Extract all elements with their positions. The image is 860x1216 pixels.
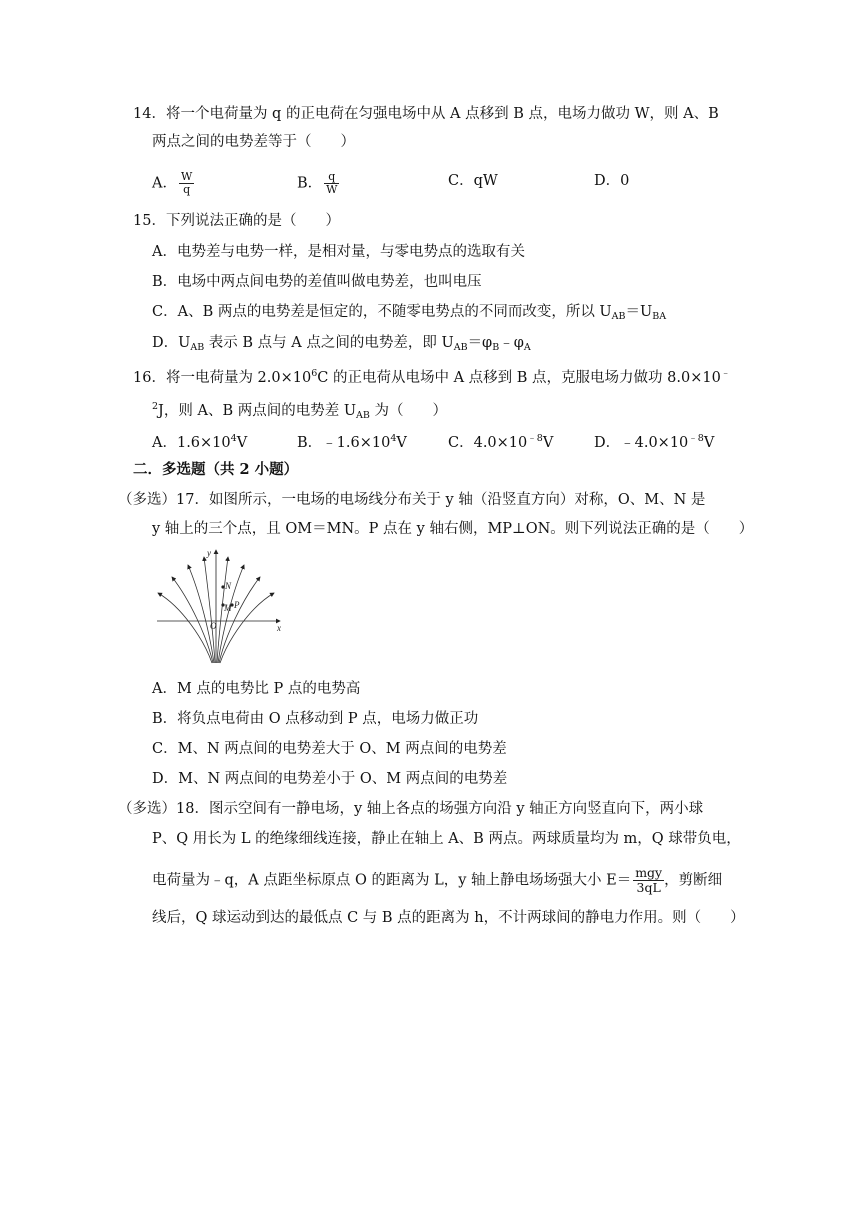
q15-option-a: A．电势差与电势一样，是相对量，与零电势点的选取有关	[152, 244, 525, 260]
q18-stem-line4: 线后，Q 球运动到达的最低点 C 与 B 点的距离为 h，不计两球间的静电力作用。则（ ）	[152, 910, 745, 926]
superscript: 4	[390, 433, 397, 444]
superscript: 2	[152, 401, 159, 412]
q17-option-c: C．M、N 两点间的电势差大于 O、M 两点间的电势差	[152, 741, 507, 757]
subscript: A	[523, 342, 531, 353]
superscript: ﹣8	[527, 433, 543, 444]
text: B．﹣1.6×10	[297, 435, 391, 451]
text: 为（ ）	[369, 403, 447, 419]
label-n: N	[225, 581, 232, 591]
fraction-denominator: 3qL	[636, 880, 661, 895]
field-line	[204, 557, 215, 663]
field-line	[218, 565, 244, 663]
q14-option-a	[152, 171, 194, 196]
subscript: BA	[652, 311, 667, 322]
text: J，则 A、B 两点间的电势差 U	[158, 403, 357, 419]
text: D．﹣4.0×10	[594, 435, 689, 451]
q15-option-b: B．电场中两点间电势的差值叫做电势差，也叫电压	[152, 274, 482, 290]
label-m: M	[224, 603, 232, 613]
q17-stem-line1: （多选）17．如图所示，一电场的电场线分布关于 y 轴（沿竖直方向）对称，O、M、N 是	[118, 492, 706, 508]
text: V	[542, 435, 554, 451]
q14-option-d: D．0	[594, 173, 630, 189]
q16-stem-line1	[133, 364, 730, 388]
text: 电荷量为﹣q，A 点距坐标原点 O 的距离为 L，y 轴上静电场场强大小 E＝	[152, 872, 632, 889]
label-o: O	[210, 621, 217, 631]
subscript: AB	[611, 311, 626, 322]
text: V	[703, 435, 715, 451]
q18-stem-line2: P、Q 用长为 L 的绝缘细线连接，静止在轴上 A、B 两点。两球质量均为 m，Q 球带负电，	[152, 831, 741, 847]
option-label: B．	[297, 175, 323, 192]
superscript: 4	[230, 433, 237, 444]
q17-stem-line2: y 轴上的三个点，且 OM＝MN。P 点在 y 轴右侧，MP⊥ON。则下列说法正确的是（ ）	[152, 521, 754, 537]
q16-option-a	[152, 429, 247, 453]
field-line	[158, 593, 212, 663]
fraction-denominator: q	[183, 183, 191, 196]
text: C．4.0×10	[448, 435, 528, 451]
text: A．1.6×10	[152, 435, 231, 451]
superscript: ﹣8	[688, 433, 704, 444]
q14-option-b	[297, 171, 339, 196]
subscript: AB	[190, 342, 205, 353]
q16-option-d	[594, 429, 714, 453]
field-line	[188, 565, 214, 663]
subscript: AB	[453, 342, 468, 353]
text: D．U	[152, 335, 191, 351]
q18-stem-line1: （多选）18．图示空间有一静电场，y 轴上各点的场强方向沿 y 轴正方向竖直向下，两小球	[118, 801, 704, 817]
fraction-numerator: q	[324, 171, 339, 184]
text: 16．将一电荷量为 2.0×10	[133, 370, 312, 386]
q17-option-b: B．将负点电荷由 O 点移动到 P 点，电场力做正功	[152, 711, 479, 727]
text: ＝U	[625, 304, 653, 320]
fraction	[179, 171, 194, 196]
q17-option-a: A．M 点的电势比 P 点的电势高	[152, 681, 361, 697]
q15-option-c	[152, 302, 666, 327]
q14-option-c: C．qW	[448, 173, 498, 189]
q15-stem: 15．下列说法正确的是（ ）	[133, 213, 340, 229]
fraction-denominator: W	[326, 183, 338, 196]
electric-field-diagram	[152, 545, 287, 670]
section-heading-multiple-choice: 二．多选题（共 2 小题）	[133, 461, 299, 478]
fraction-numerator: mgy	[635, 865, 663, 880]
fraction	[324, 171, 339, 196]
q15-option-d	[152, 333, 531, 358]
q17-option-d: D．M、N 两点间的电势差小于 O、M 两点间的电势差	[152, 771, 508, 787]
subscript: AB	[356, 410, 370, 421]
fraction-numerator: W	[180, 170, 193, 183]
y-axis-label: y	[207, 548, 211, 558]
q14-stem-line2: 两点之间的电势差等于（ ）	[152, 134, 355, 150]
field-strength-fraction	[633, 866, 664, 895]
q16-option-c	[448, 429, 553, 453]
text: C．A、B 两点的电势差是恒定的，不随零电势点的不同而改变，所以 U	[152, 304, 612, 320]
text: C 的正电荷从电场中 A 点移到 B 点，克服电场力做功 8.0×10	[317, 370, 721, 386]
q16-option-b	[297, 429, 407, 453]
text: V	[236, 435, 248, 451]
subscript: B	[492, 342, 500, 353]
superscript: 6	[311, 368, 318, 379]
x-axis-label: x	[277, 623, 281, 633]
q14-stem-line1: 14．将一个电荷量为 q 的正电荷在匀强电场中从 A 点移到 B 点，电场力做功 W，则 A、B	[133, 106, 719, 122]
option-label: A．	[152, 175, 177, 192]
text: V	[396, 435, 407, 451]
text: ﹣φ	[499, 335, 524, 351]
superscript: ﹣	[720, 368, 731, 379]
text: ，剪断细	[664, 872, 723, 889]
q18-stem-line3	[152, 866, 722, 895]
text: ＝φ	[467, 335, 493, 351]
text: 表示 B 点与 A 点之间的电势差，即 U	[204, 335, 454, 351]
q16-stem-line2	[152, 397, 447, 426]
label-p: P	[234, 600, 240, 610]
